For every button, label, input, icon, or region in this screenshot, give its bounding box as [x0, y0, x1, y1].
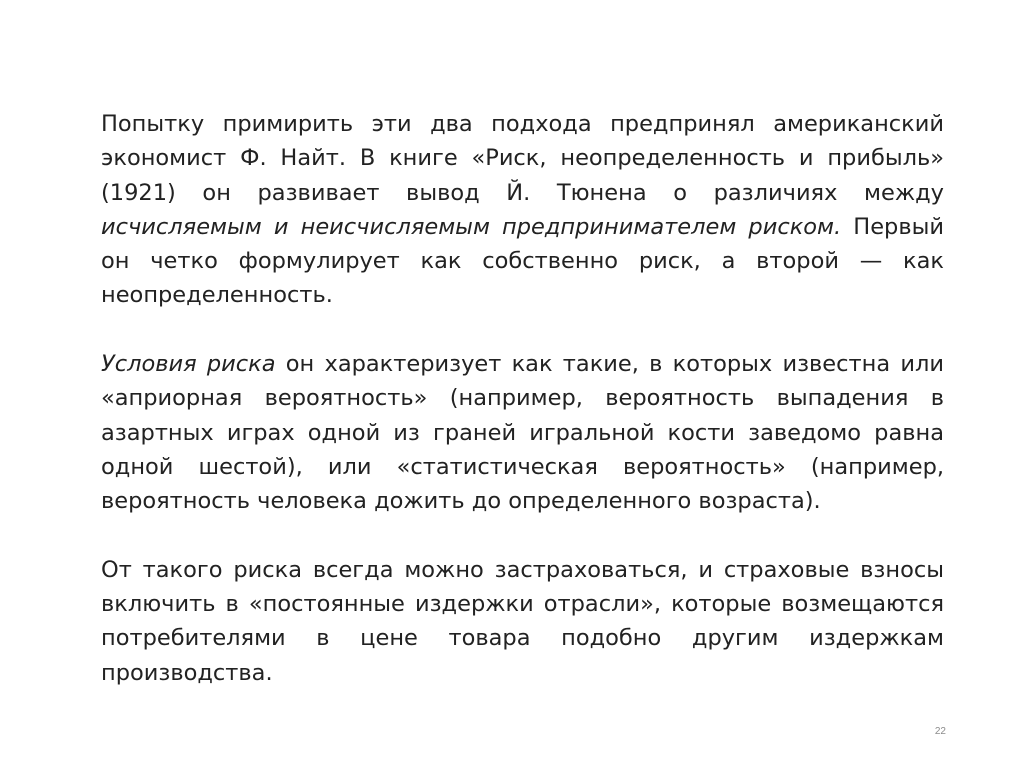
paragraph-knight-book [101, 107, 944, 313]
paragraph-insurance [101, 553, 944, 690]
paragraph-3-text: От такого риска всегда можно застраховаться, и страховые взносы включить в «постоянные издержки отрасли», которые возмещаются потребителями в цене товара подобно другим издержкам производства. [101, 556, 944, 686]
paragraph-2-text: он характеризует как такие, в которых известна или «априорная вероятность» (например, вероятность выпадения в азартных играх одной из граней игральной кости заведомо равна одной шестой), или «статистическая вероятность» (например, вероятность человека дожить до определенного возраста). [101, 351, 944, 515]
paragraph-spacer [101, 519, 944, 553]
page-number: 22 [934, 726, 946, 737]
slide-body [101, 107, 944, 690]
paragraph-1-intro: Попытку примирить эти два подхода предпринял американский экономист Ф. Найт. В книге «Риск, неопределенность и прибыль» (1921) он развивает вывод Й. Тюнена о различиях между [101, 111, 944, 206]
paragraph-risk-conditions [101, 347, 944, 518]
paragraph-1-outro: Первый он четко формулирует как собственно риск, а второй — как неопределенность. [101, 213, 944, 309]
paragraph-2-italic-phrase: Условия риска [101, 351, 276, 378]
paragraph-spacer [101, 313, 944, 347]
paragraph-1-italic-phrase: исчисляемым и неисчисляемым предпринимателем риском. [101, 213, 842, 240]
